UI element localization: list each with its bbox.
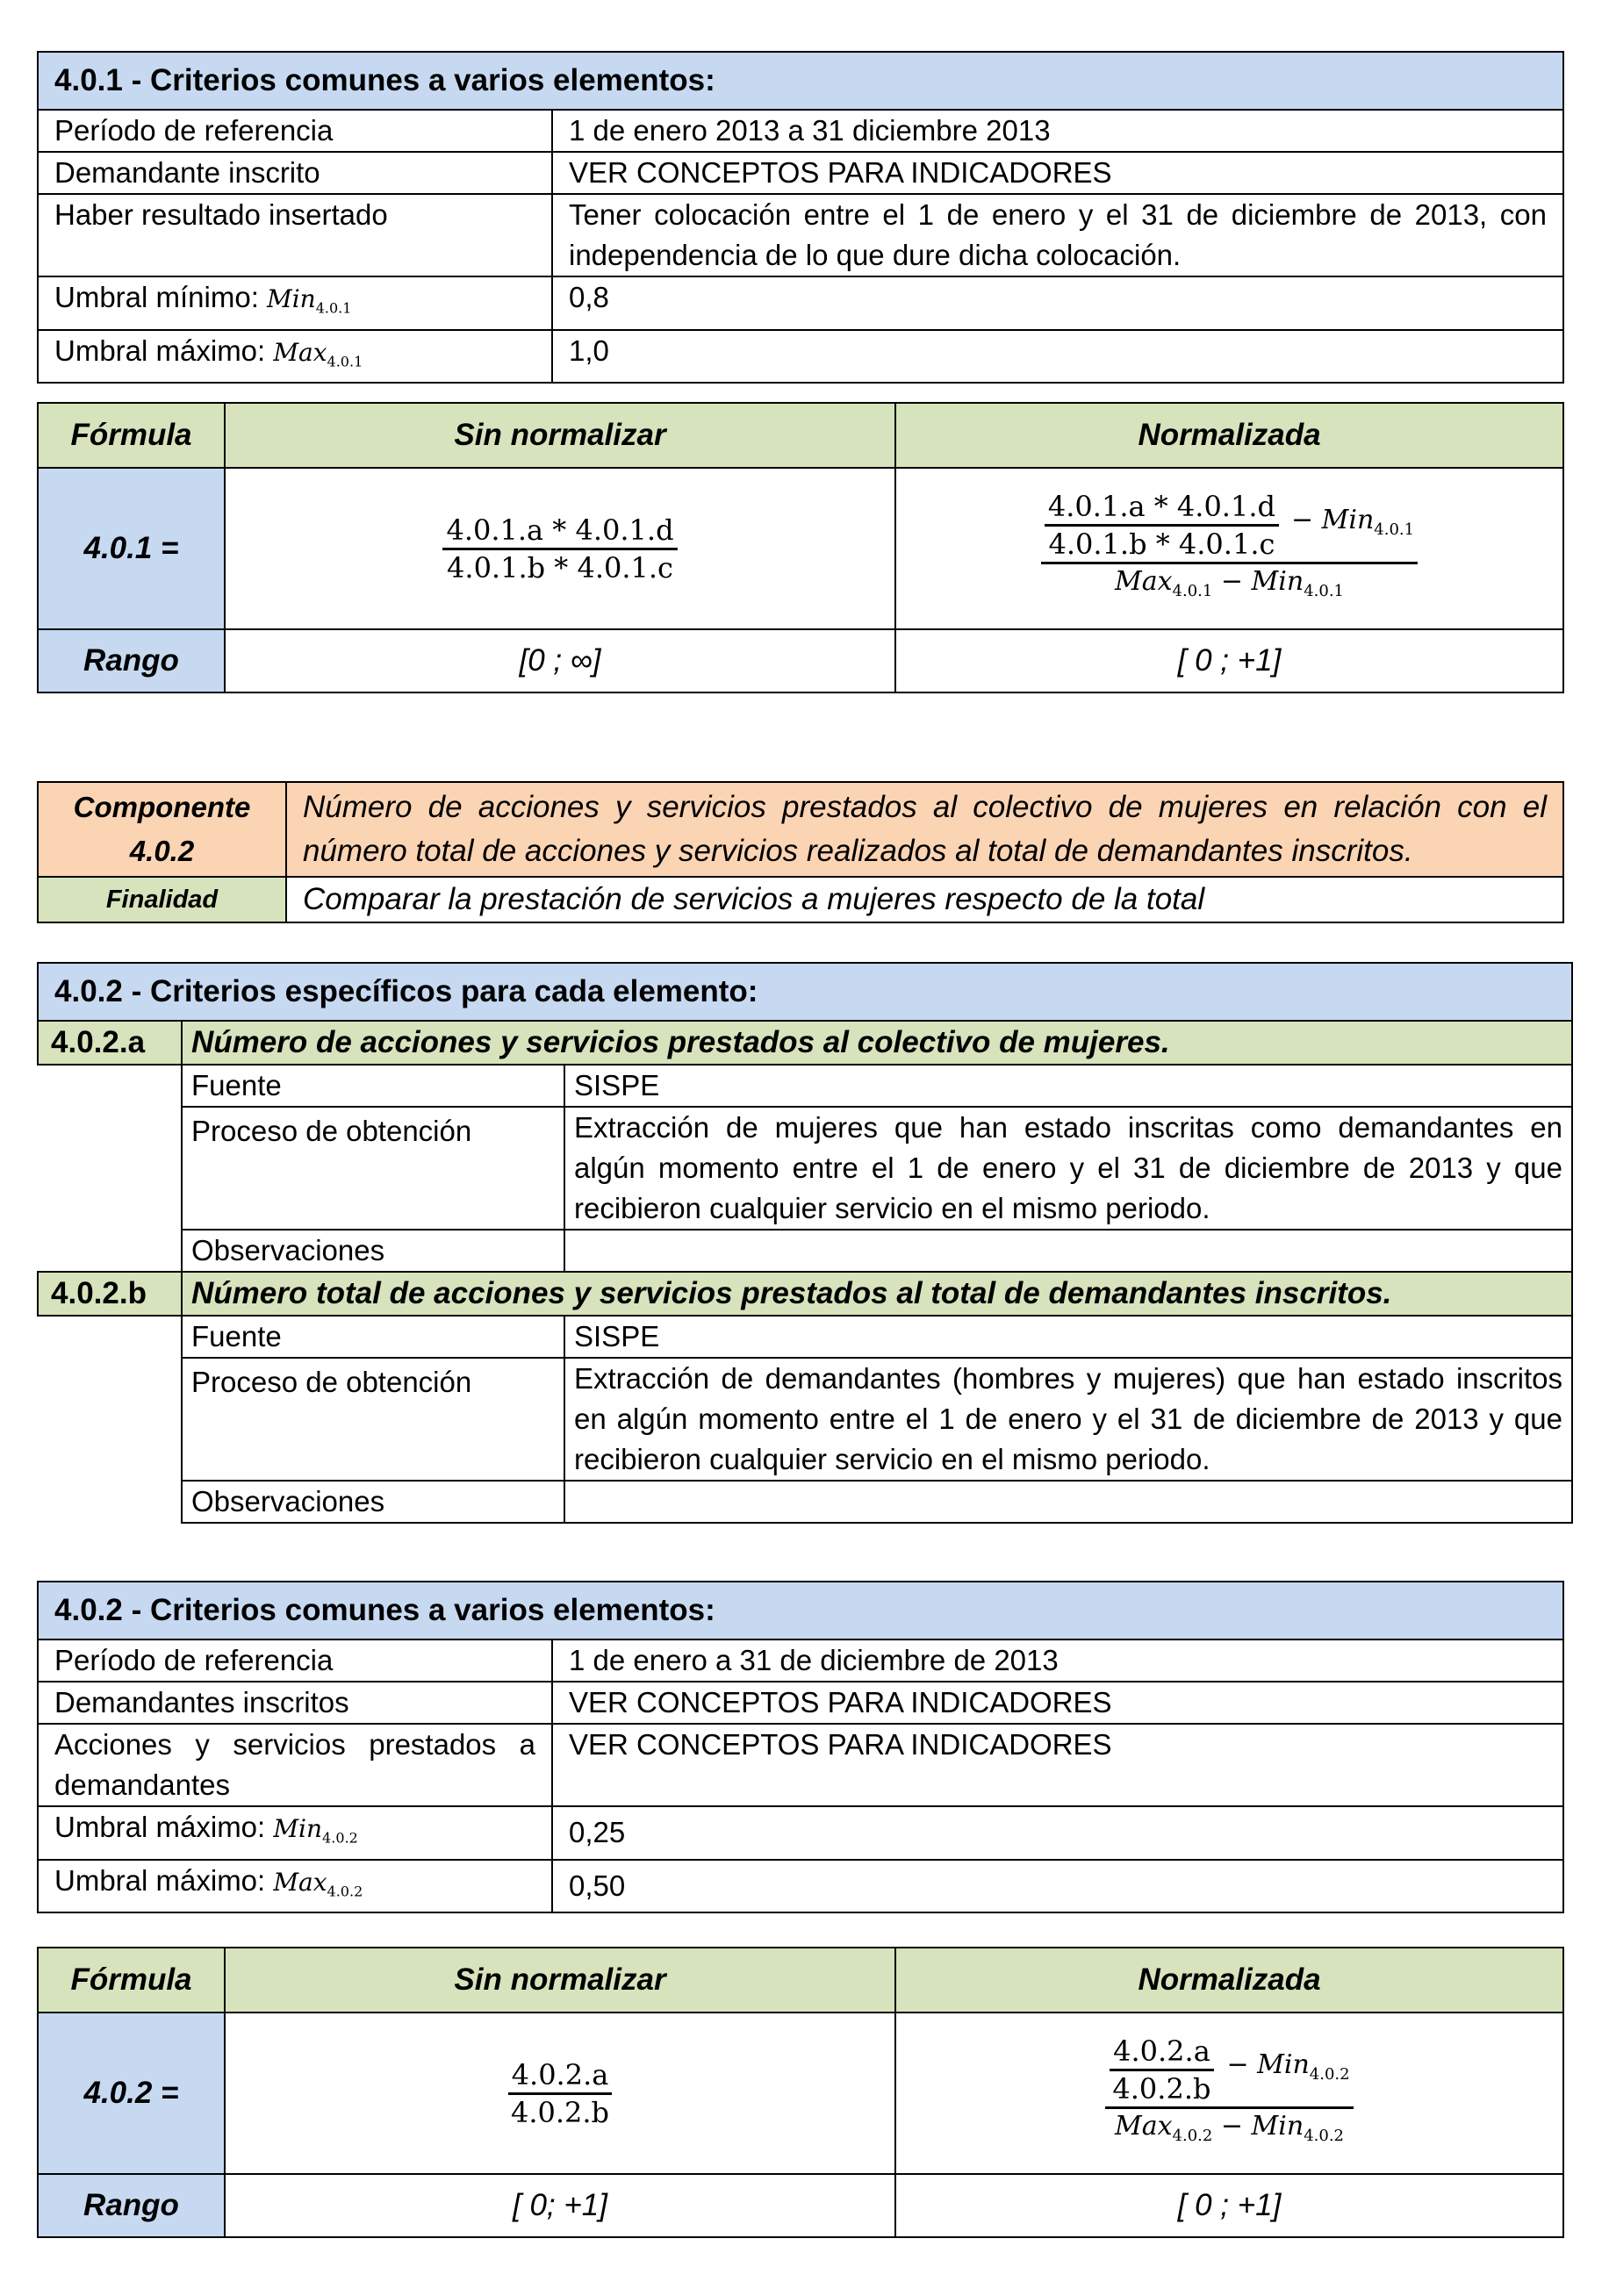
- row-label: Período de referencia: [38, 110, 552, 152]
- fuente-value: SISPE: [564, 1065, 1572, 1107]
- rango-sin-normalizar: [ 0; +1]: [225, 2174, 895, 2237]
- row-label: Demandantes inscritos: [38, 1682, 552, 1724]
- componente-number: 4.0.2: [129, 835, 195, 867]
- criterios-comunes-402-table: [37, 1581, 1564, 1913]
- row-label: Umbral mínimo:: [54, 281, 259, 313]
- table-title: 4.0.2 - Criterios específicos para cada elemento:: [38, 963, 1572, 1021]
- row-value: VER CONCEPTOS PARA INDICADORES: [552, 1724, 1563, 1806]
- row-value: 1 de enero a 31 de diciembre de 2013: [552, 1639, 1563, 1682]
- formula-label: 4.0.1 =: [38, 468, 225, 629]
- row-value: 0,50: [552, 1860, 1563, 1913]
- observaciones-label: Observaciones: [182, 1230, 564, 1272]
- row-label-cell: [38, 1806, 552, 1860]
- fraction: $\frac{4.0.2.a}{4.0.2.b}$: [507, 2057, 613, 2130]
- row-label: Período de referencia: [38, 1639, 552, 1682]
- inner-fraction: $\frac{4.0.1.a * 4.0.1.d}{4.0.1.b * 4.0.1.c}$: [1045, 489, 1279, 562]
- finalidad-label: Finalidad: [38, 877, 286, 922]
- max-symbol: Max$_{4.0.1}$: [273, 337, 363, 370]
- header-sin-normalizar: Sin normalizar: [225, 1948, 895, 2013]
- header-formula: Fórmula: [38, 1948, 225, 2013]
- inner-fraction: $\frac{4.0.2.a}{4.0.2.b}$: [1109, 2034, 1214, 2106]
- proceso-value: Extracción de mujeres que han estado inscritas como demandantes en algún momento entre el 1 de enero y el 31 de diciembre de 2013 y que recibieron cualquier servicio en el mismo periodo.: [564, 1107, 1572, 1230]
- proceso-label: Proceso de obtención: [182, 1358, 564, 1481]
- header-normalizada: Normalizada: [895, 403, 1563, 468]
- rango-label: Rango: [38, 2174, 225, 2237]
- header-formula: Fórmula: [38, 403, 225, 468]
- row-label: Haber resultado insertado: [38, 194, 552, 276]
- proceso-label: Proceso de obtención: [182, 1107, 564, 1230]
- rango-label: Rango: [38, 629, 225, 692]
- header-normalizada: Normalizada: [895, 1948, 1563, 2013]
- fuente-value: SISPE: [564, 1316, 1572, 1358]
- row-value: 0,25: [552, 1806, 1563, 1860]
- row-label: Umbral máximo:: [54, 1811, 266, 1843]
- row-label-cell: [38, 330, 552, 384]
- row-label: Acciones y servicios prestados a demandantes: [38, 1724, 552, 1806]
- observaciones-value: [564, 1230, 1572, 1272]
- formula-label: 4.0.2 =: [38, 2013, 225, 2174]
- row-value: 0,8: [552, 276, 1563, 330]
- formula-401-table: [37, 402, 1564, 693]
- row-value: Tener colocación entre el 1 de enero y el 31 de diciembre de 2013, con independencia de lo que dure dicha colocación.: [552, 194, 1563, 276]
- min-symbol: Min$_{4.0.1}$: [267, 284, 352, 317]
- componente-label: Componente: [73, 791, 251, 823]
- row-label-cell: [38, 276, 552, 330]
- proceso-value: Extracción de demandantes (hombres y mujeres) que han estado inscritos en algún momento entre el 1 de enero y el 31 de diciembre de 2013 y que recibieron cualquier servicio en el mismo periodo.: [564, 1358, 1572, 1481]
- table-title: 4.0.2 - Criterios comunes a varios elementos:: [38, 1582, 1563, 1639]
- observaciones-value: [564, 1481, 1572, 1523]
- componente-label-cell: [38, 782, 286, 877]
- outer-fraction: $\frac{4.0.2.a}{4.0.2.b}$ − Min$_{4.0.2}$ Max$_{4.0.2}$ − Min$_{4.0.2}$: [1105, 2034, 1353, 2154]
- element-title-a: Número de acciones y servicios prestados al colectivo de mujeres.: [182, 1021, 1572, 1065]
- rango-normalizada: [ 0 ; +1]: [895, 629, 1563, 692]
- table-title: 4.0.1 - Criterios comunes a varios elementos:: [38, 52, 1563, 110]
- header-sin-normalizar: Sin normalizar: [225, 403, 895, 468]
- observaciones-label: Observaciones: [182, 1481, 564, 1523]
- element-code-a: 4.0.2.a: [38, 1021, 182, 1065]
- row-value: VER CONCEPTOS PARA INDICADORES: [552, 1682, 1563, 1724]
- row-label: Umbral máximo:: [54, 1863, 266, 1897]
- rango-sin-normalizar: [0 ; ∞]: [225, 629, 895, 692]
- min-symbol: Min$_{4.0.2}$: [273, 1814, 358, 1847]
- row-label: Demandante inscrito: [38, 152, 552, 194]
- row-value: 1,0: [552, 330, 1563, 384]
- rango-normalizada: [ 0 ; +1]: [895, 2174, 1563, 2237]
- element-code-b: 4.0.2.b: [38, 1272, 182, 1316]
- max-symbol: Max$_{4.0.2}$: [273, 1867, 363, 1900]
- formula-sin-normalizar: [225, 2013, 895, 2174]
- row-value: 1 de enero 2013 a 31 diciembre 2013: [552, 110, 1563, 152]
- formula-sin-normalizar: [225, 468, 895, 629]
- criterios-especificos-402-table: [37, 962, 1573, 1524]
- formula-normalizada: [895, 468, 1563, 629]
- formula-normalizada: [895, 2013, 1563, 2174]
- element-title-b: Número total de acciones y servicios prestados al total de demandantes inscritos.: [182, 1272, 1572, 1316]
- fuente-label: Fuente: [182, 1316, 564, 1358]
- fraction: $\frac{4.0.1.a * 4.0.1.d}{4.0.1.b * 4.0.1.c}$: [442, 513, 677, 585]
- row-label-cell: [38, 1860, 552, 1913]
- outer-fraction: $\frac{4.0.1.a * 4.0.1.d}{4.0.1.b * 4.0.1.c}$ − Min$_{4.0.1}$ Max$_{4.0.1}$ − Min$_{4.0.1}$: [1041, 489, 1418, 609]
- row-label: Umbral máximo:: [54, 334, 266, 367]
- criterios-comunes-401-table: [37, 51, 1564, 384]
- componente-402-table: [37, 781, 1564, 923]
- finalidad-text: Comparar la prestación de servicios a mujeres respecto de la total: [286, 877, 1563, 922]
- formula-402-table: [37, 1947, 1564, 2238]
- componente-text: Número de acciones y servicios prestados al colectivo de mujeres en relación con el número total de acciones y servicios realizados al total de demandantes inscritos.: [286, 782, 1563, 877]
- fuente-label: Fuente: [182, 1065, 564, 1107]
- row-value: VER CONCEPTOS PARA INDICADORES: [552, 152, 1563, 194]
